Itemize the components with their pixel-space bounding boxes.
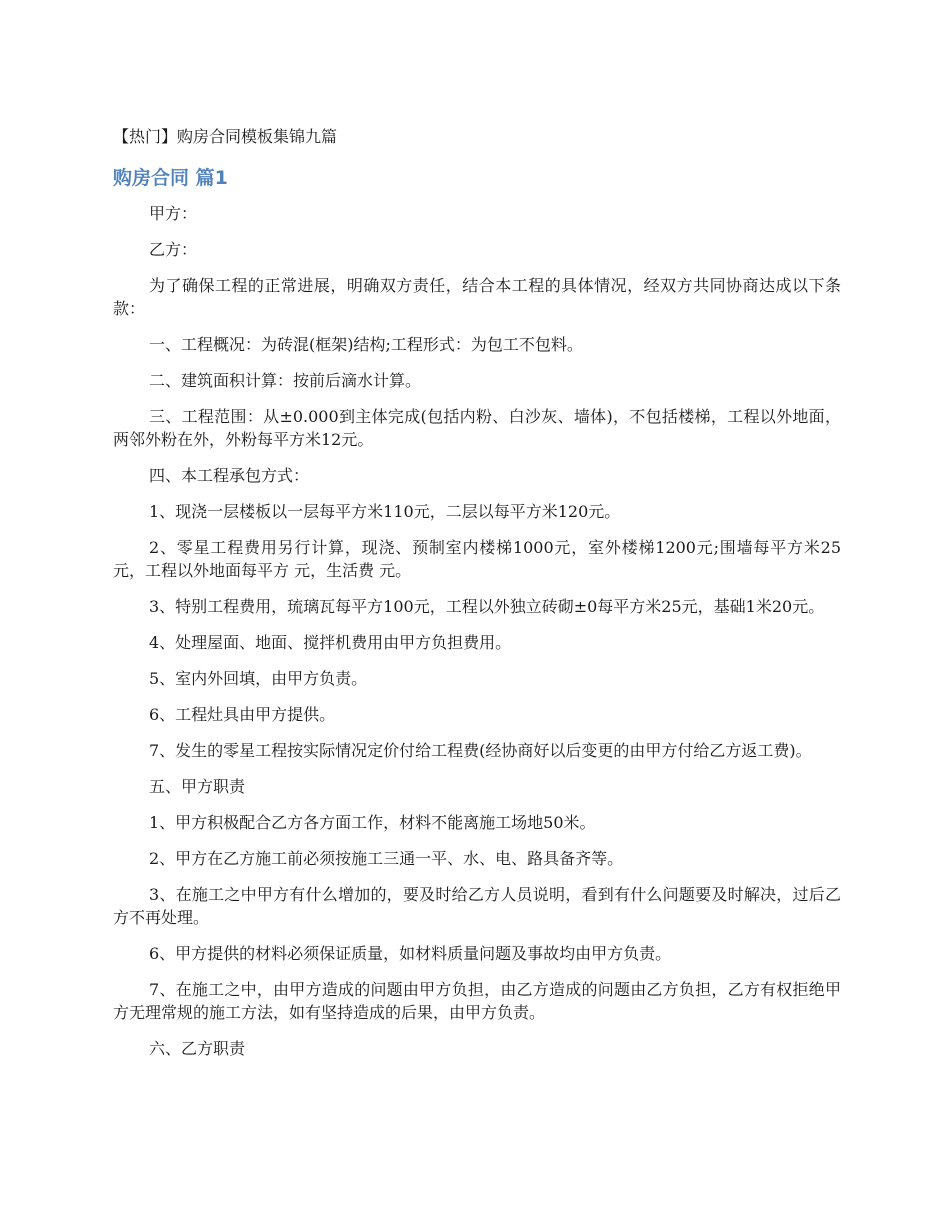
paragraph-clause: 5、室内外回填，由甲方负责。 [149, 669, 368, 688]
paragraph-clause: 3、特别工程费用，琉璃瓦每平方100元，工程以外独立砖砌±0每平方米25元，基础1米20元。 [149, 597, 825, 616]
paragraph-clause: 7、发生的零星工程按实际情况定价付给工程费(经协商好以后变更的由甲方付给乙方返工费)。 [149, 741, 812, 760]
document-page [113, 124, 841, 1073]
paragraph-intro: 为了确保工程的正常进展，明确双方责任，结合本工程的具体情况，经双方共同协商达成以下条款： [113, 276, 841, 318]
paragraph-clause: 2、甲方在乙方施工前必须按施工三通一平、水、电、路具备齐等。 [149, 849, 624, 868]
paragraph-clause: 四、本工程承包方式： [149, 466, 310, 485]
paragraph-clause: 2、零星工程费用另行计算，现浇、预制室内楼梯1000元，室外楼梯1200元;围墙每平方米25元，工程以外地面每平方 元，生活费 元。 [113, 538, 841, 580]
paragraph-clause: 6、甲方提供的材料必须保证质量，如材料质量问题及事故均由甲方负责。 [149, 944, 672, 963]
paragraph-clause: 三、工程范围：从±0.000到主体完成(包括内粉、白沙灰、墙体)，不包括楼梯，工程以外地面，两邻外粉在外，外粉每平方米12元。 [113, 407, 841, 449]
paragraph-clause: 3、在施工之中甲方有什么增加的，要及时给乙方人员说明，看到有什么问题要及时解决，过后乙方不再处理。 [113, 885, 841, 927]
paragraph-clause: 五、甲方职责 [149, 777, 246, 796]
document-title: 【热门】购房合同模板集锦九篇 [113, 127, 338, 146]
paragraph-clause: 1、甲方积极配合乙方各方面工作，材料不能离施工场地50米。 [149, 813, 596, 832]
section-heading: 购房合同 篇1 [113, 167, 228, 189]
paragraph-clause: 二、建筑面积计算：按前后滴水计算。 [149, 371, 422, 390]
paragraph-clause: 6、工程灶具由甲方提供。 [149, 705, 336, 724]
paragraph-clause: 1、现浇一层楼板以一层每平方米110元，二层以每平方米120元。 [149, 502, 621, 521]
paragraph-clause: 一、工程概况：为砖混(框架)结构;工程形式：为包工不包料。 [149, 335, 583, 354]
paragraph-clause: 4、处理屋面、地面、搅拌机费用由甲方负担费用。 [149, 633, 512, 652]
paragraph-clause: 7、在施工之中，由甲方造成的问题由甲方负担，由乙方造成的问题由乙方负担，乙方有权拒绝甲方无理常规的施工方法，如有坚持造成的后果，由甲方负责。 [113, 980, 841, 1022]
paragraph-clause: 六、乙方职责 [149, 1039, 246, 1058]
paragraph-party-b: 乙方： [149, 240, 198, 259]
paragraph-party-a: 甲方： [149, 204, 198, 223]
